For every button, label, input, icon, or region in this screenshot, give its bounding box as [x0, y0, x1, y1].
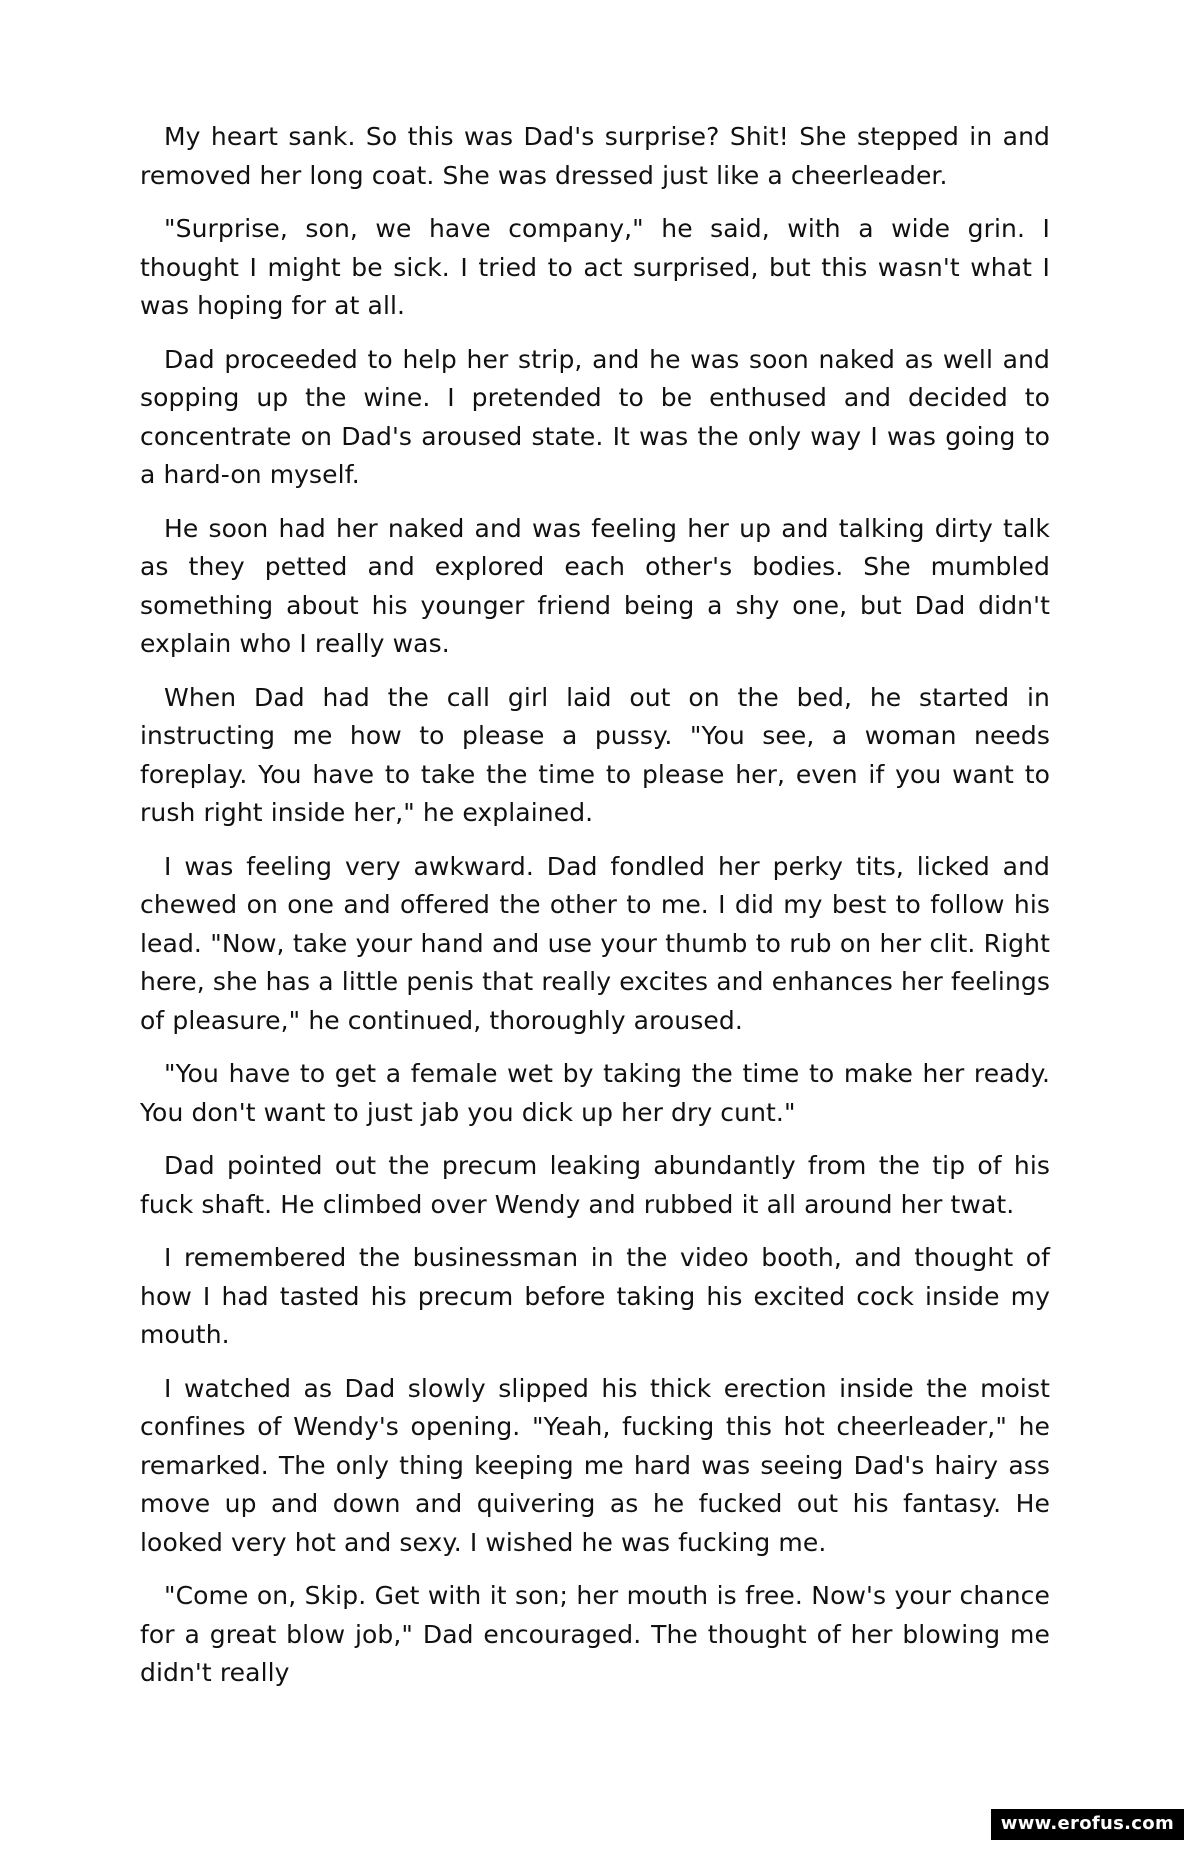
paragraph-6: I was feeling very awkward. Dad fondled her perky tits, licked and chewed on one and offered the other to me. I did my best to follow his lead. "Now, take your hand and use your thumb to rub on her clit. Right here, she has a little penis that really excites and enhances her feelings of pleasure," he continued, thoroughly aroused. [140, 851, 1050, 1035]
text-column [140, 118, 1050, 1693]
paragraph-11: "Come on, Skip. Get with it son; her mouth is free. Now's your chance for a great blow job," Dad encouraged. The thought of her blowing me didn't really [140, 1581, 1050, 1687]
paragraph-7: "You have to get a female wet by taking the time to make her ready. You don't want to just jab you dick up her dry cunt." [140, 1059, 1050, 1127]
paragraph-8: Dad pointed out the precum leaking abundantly from the tip of his fuck shaft. He climbed over Wendy and rubbed it all around her twat. [140, 1151, 1050, 1219]
watermark-label: www.erofus.com [991, 1809, 1184, 1840]
paragraph-1: My heart sank. So this was Dad's surprise? Shit! She stepped in and removed her long coat. She was dressed just like a cheerleader. [140, 122, 1050, 190]
paragraph-5: When Dad had the call girl laid out on the bed, he started in instructing me how to please a pussy. "You see, a woman needs foreplay. You have to take the time to please her, even if you want to rush right inside her," he explained. [140, 682, 1050, 827]
paragraph-3: Dad proceeded to help her strip, and he was soon naked as well and sopping up the wine. I pretended to be enthused and decided to concentrate on Dad's aroused state. It was the only way I was going to a hard-on myself. [140, 344, 1050, 489]
paragraph-2: "Surprise, son, we have company," he said, with a wide grin. I thought I might be sick. I tried to act surprised, but this wasn't what I was hoping for at all. [140, 214, 1050, 320]
paragraph-10: I watched as Dad slowly slipped his thick erection inside the moist confines of Wendy's opening. "Yeah, fucking this hot cheerleader," he remarked. The only thing keeping me hard was seeing Dad's hairy ass move up and down and quivering as he fucked out his fantasy. He looked very hot and sexy. I wished he was fucking me. [140, 1373, 1050, 1557]
paragraph-4: He soon had her naked and was feeling her up and talking dirty talk as they petted and explored each other's bodies. She mumbled something about his younger friend being a shy one, but Dad didn't explain who I really was. [140, 513, 1050, 658]
paragraph-9: I remembered the businessman in the video booth, and thought of how I had tasted his precum before taking his excited cock inside my mouth. [140, 1243, 1050, 1349]
